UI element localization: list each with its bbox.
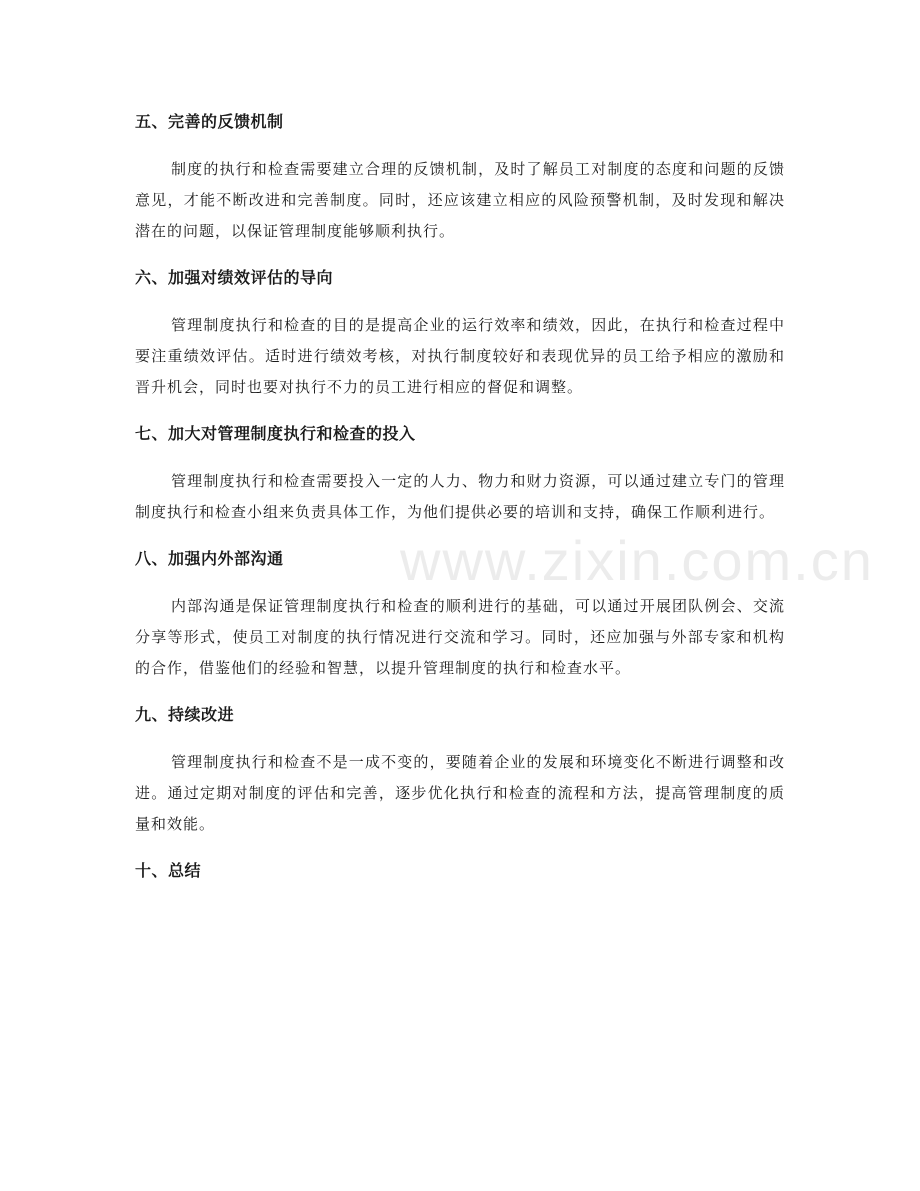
section-10-heading: 十、总结 — [135, 861, 202, 880]
section-8-heading: 八、加强内外部沟通 — [135, 549, 284, 568]
section-5-heading: 五、完善的反馈机制 — [135, 112, 284, 131]
section-6-heading: 六、加强对绩效评估的导向 — [135, 268, 334, 287]
section-7-heading: 七、加大对管理制度执行和检查的投入 — [135, 424, 416, 443]
section-6-paragraph: 管理制度执行和检查的目的是提高企业的运行效率和绩效，因此，在执行和检查过程中要注重绩效评估。适时进行绩效考核，对执行制度较好和表现优异的员工给予相应的激励和晋升机会，同时也要对执行不力的员工进行相应的督促和调整。 — [135, 316, 785, 396]
section-7-paragraph: 管理制度执行和检查需要投入一定的人力、物力和财力资源，可以通过建立专门的管理制度执行和检查小组来负责具体工作，为他们提供必要的培训和支持，确保工作顺利进行。 — [135, 472, 785, 521]
document-body — [135, 108, 785, 903]
section-8-paragraph: 内部沟通是保证管理制度执行和检查的顺利进行的基础，可以通过开展团队例会、交流分享等形式，使员工对制度的执行情况进行交流和学习。同时，还应加强与外部专家和机构的合作，借鉴他们的经验和智慧，以提升管理制度的执行和检查水平。 — [135, 597, 785, 677]
watermark: www.zixin.com.cn — [400, 529, 874, 592]
section-5-paragraph: 制度的执行和检查需要建立合理的反馈机制，及时了解员工对制度的态度和问题的反馈意见，才能不断改进和完善制度。同时，还应该建立相应的风险预警机制，及时发现和解决潜在的问题，以保证管理制度能够顺利执行。 — [135, 160, 785, 240]
section-9-paragraph: 管理制度执行和检查不是一成不变的，要随着企业的发展和环境变化不断进行调整和改进。通过定期对制度的评估和完善，逐步优化执行和检查的流程和方法，提高管理制度的质量和效能。 — [135, 753, 785, 833]
section-9-heading: 九、持续改进 — [135, 705, 235, 724]
